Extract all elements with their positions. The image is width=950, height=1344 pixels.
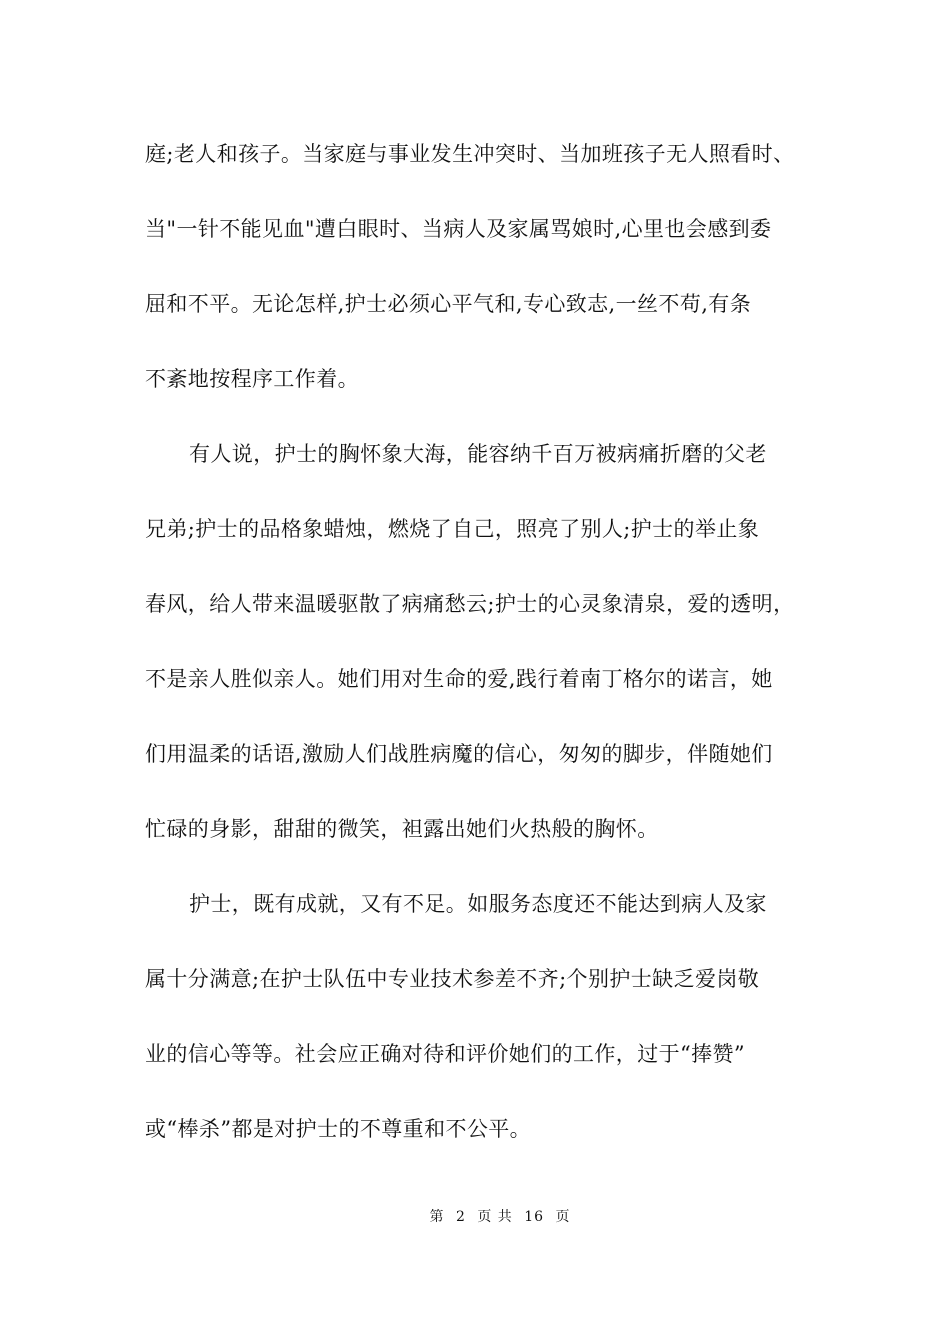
footer-suffix: 页 <box>555 1209 571 1225</box>
text-line: 屈和不平。无论怎样,护士必须心平气和,专心致志,一丝不苟,有条 <box>145 292 752 316</box>
footer-mid: 页 共 <box>477 1209 513 1225</box>
paragraph-start-line: 护士，既有成就，又有不足。如服务态度还不能达到病人及家 <box>189 892 767 916</box>
text-line: 忙碌的身影，甜甜的微笑，袒露出她们火热般的胸怀。 <box>145 817 659 841</box>
footer-prefix: 第 <box>429 1209 445 1225</box>
text-line: 不是亲人胜似亲人。她们用对生命的爱,践行着南丁格尔的诺言，她 <box>145 667 773 691</box>
paragraph-start-line: 有人说，护士的胸怀象大海，能容纳千百万被病痛折磨的父老 <box>189 442 767 466</box>
total-page-count: 16 <box>524 1209 545 1225</box>
text-line: 春风，给人带来温暖驱散了病痛愁云;护士的心灵象清泉，爱的透明， <box>145 592 795 616</box>
text-line: 或“棒杀”都是对护士的不尊重和不公平。 <box>145 1117 532 1141</box>
current-page-number: 2 <box>455 1209 466 1225</box>
text-line: 不紊地按程序工作着。 <box>145 367 359 391</box>
text-line: 兄弟;护士的品格象蜡烛，燃烧了自己，照亮了别人;护士的举止象 <box>145 517 760 541</box>
text-line: 业的信心等等。社会应正确对待和评价她们的工作，过于“捧赞” <box>145 1042 746 1066</box>
text-line: 们用温柔的话语,激励人们战胜病魔的信心，匆匆的脚步，伴随她们 <box>145 742 773 766</box>
text-line: 庭;老人和孩子。当家庭与事业发生冲突时、当加班孩子无人照看时、 <box>145 142 795 166</box>
body-text <box>145 128 825 1178</box>
page-footer <box>0 1206 950 1226</box>
text-line: 当"一针不能见血"遭白眼时、当病人及家属骂娘时,心里也会感到委 <box>145 217 772 241</box>
text-line: 属十分满意;在护士队伍中专业技术参差不齐;个别护士缺乏爱岗敬 <box>145 967 760 991</box>
